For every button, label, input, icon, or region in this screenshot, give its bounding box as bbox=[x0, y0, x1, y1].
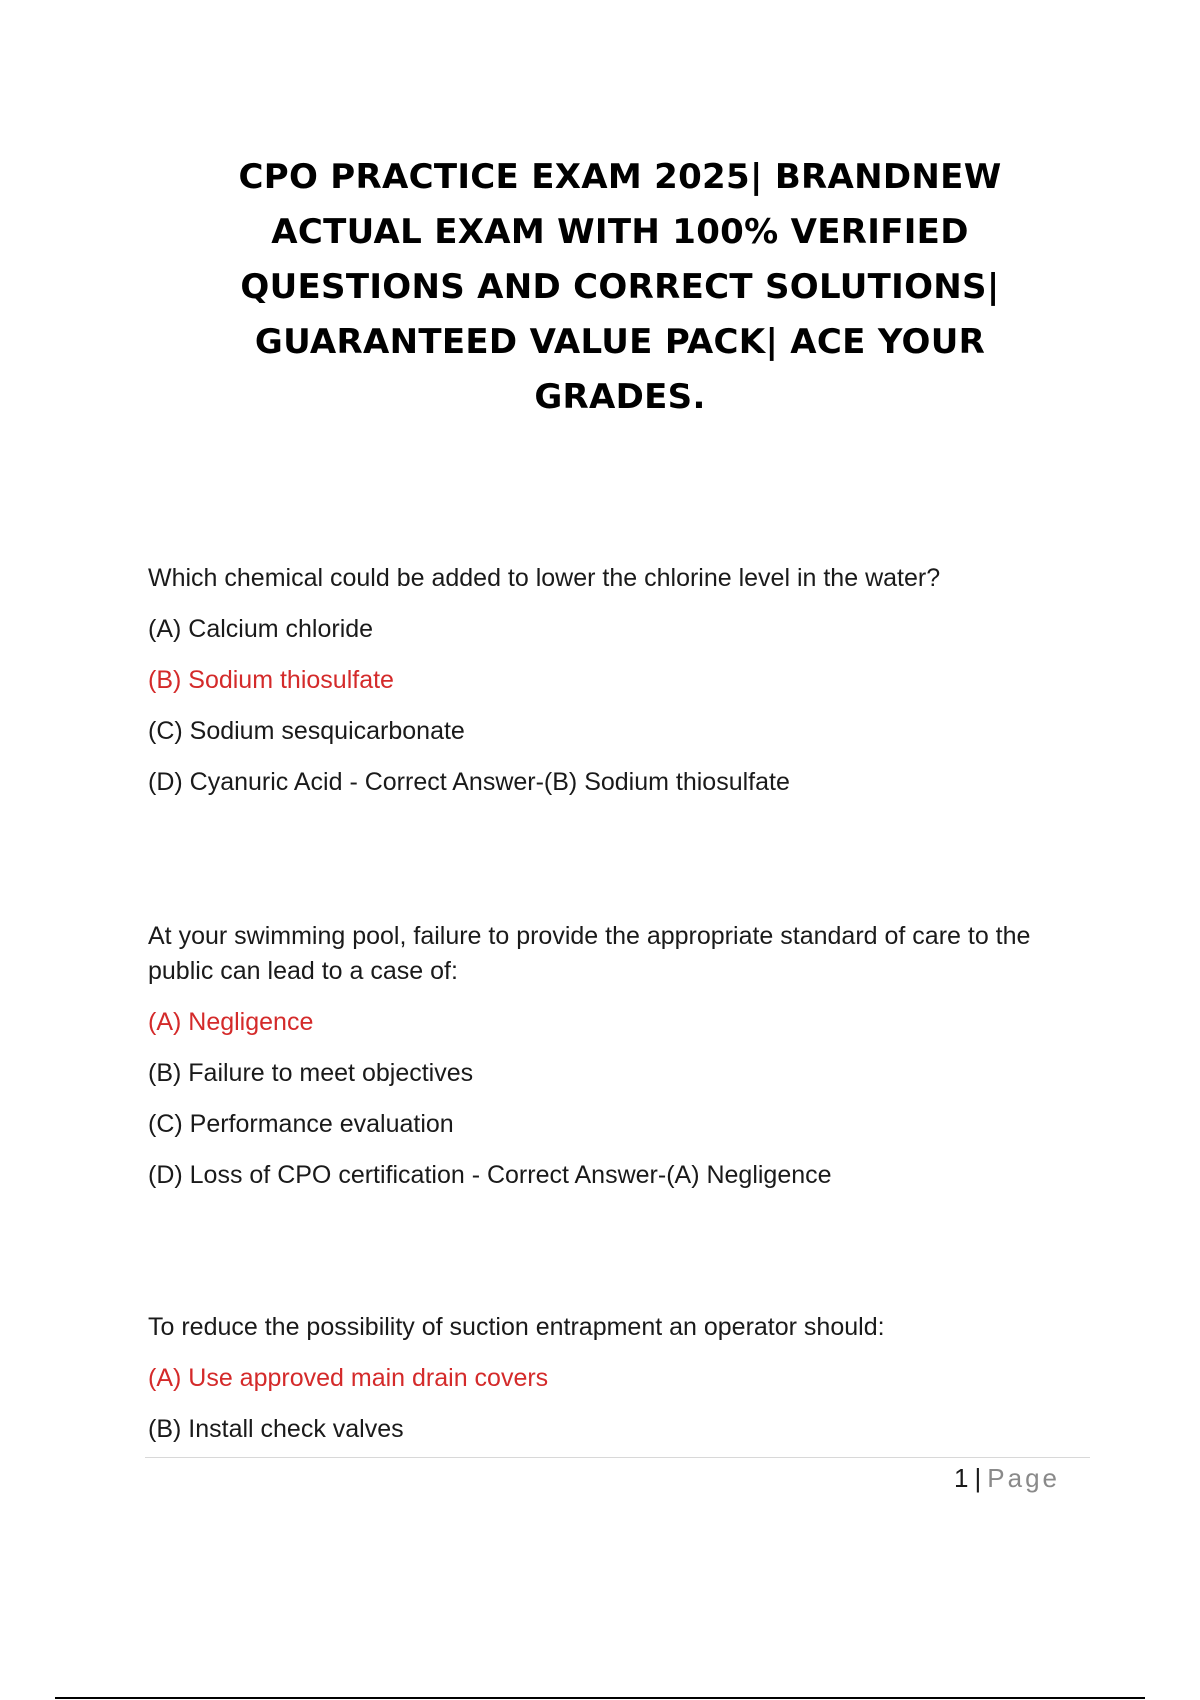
answer-option: (D) Loss of CPO certification - Correct Answer-(A) Negligence bbox=[148, 1161, 832, 1189]
title-line: QUESTIONS AND CORRECT SOLUTIONS| bbox=[240, 267, 1000, 307]
correct-answer-option: (A) Use approved main drain covers bbox=[148, 1364, 549, 1392]
page-number-label: Page bbox=[987, 1463, 1060, 1493]
answer-option: (B) Install check valves bbox=[148, 1415, 404, 1443]
answer-option: (B) Failure to meet objectives bbox=[148, 1059, 474, 1087]
question-block bbox=[148, 1310, 1078, 1463]
question-text: To reduce the possibility of suction entrapment an operator should: bbox=[148, 1313, 885, 1341]
correct-answer-option: (B) Sodium thiosulfate bbox=[148, 666, 394, 694]
question-text: Which chemical could be added to lower the chlorine level in the water? bbox=[148, 564, 941, 592]
answer-option: (C) Performance evaluation bbox=[148, 1110, 454, 1138]
question-block bbox=[148, 561, 1078, 816]
title-line: GRADES. bbox=[534, 377, 706, 417]
answer-option: (A) Calcium chloride bbox=[148, 615, 374, 643]
answer-option: (D) Cyanuric Acid - Correct Answer-(B) Sodium thiosulfate bbox=[148, 768, 790, 796]
question-block bbox=[148, 919, 1078, 1209]
correct-answer-option: (A) Negligence bbox=[148, 1008, 314, 1036]
title-line: ACTUAL EXAM WITH 100% VERIFIED bbox=[271, 212, 969, 252]
page-number bbox=[954, 1460, 1060, 1496]
page-bottom-edge bbox=[55, 1697, 1145, 1699]
question-text: At your swimming pool, failure to provide the appropriate standard of care to the public can lead to a case of: bbox=[148, 922, 1031, 985]
footer-divider bbox=[145, 1457, 1090, 1458]
page-number-value: 1 bbox=[954, 1463, 969, 1493]
title-line: GUARANTEED VALUE PACK| ACE YOUR bbox=[254, 322, 986, 362]
answer-option: (C) Sodium sesquicarbonate bbox=[148, 717, 465, 745]
document-title bbox=[190, 150, 1050, 425]
page-number-separator: | bbox=[974, 1463, 982, 1493]
title-line: CPO PRACTICE EXAM 2025| BRANDNEW bbox=[238, 157, 1002, 197]
